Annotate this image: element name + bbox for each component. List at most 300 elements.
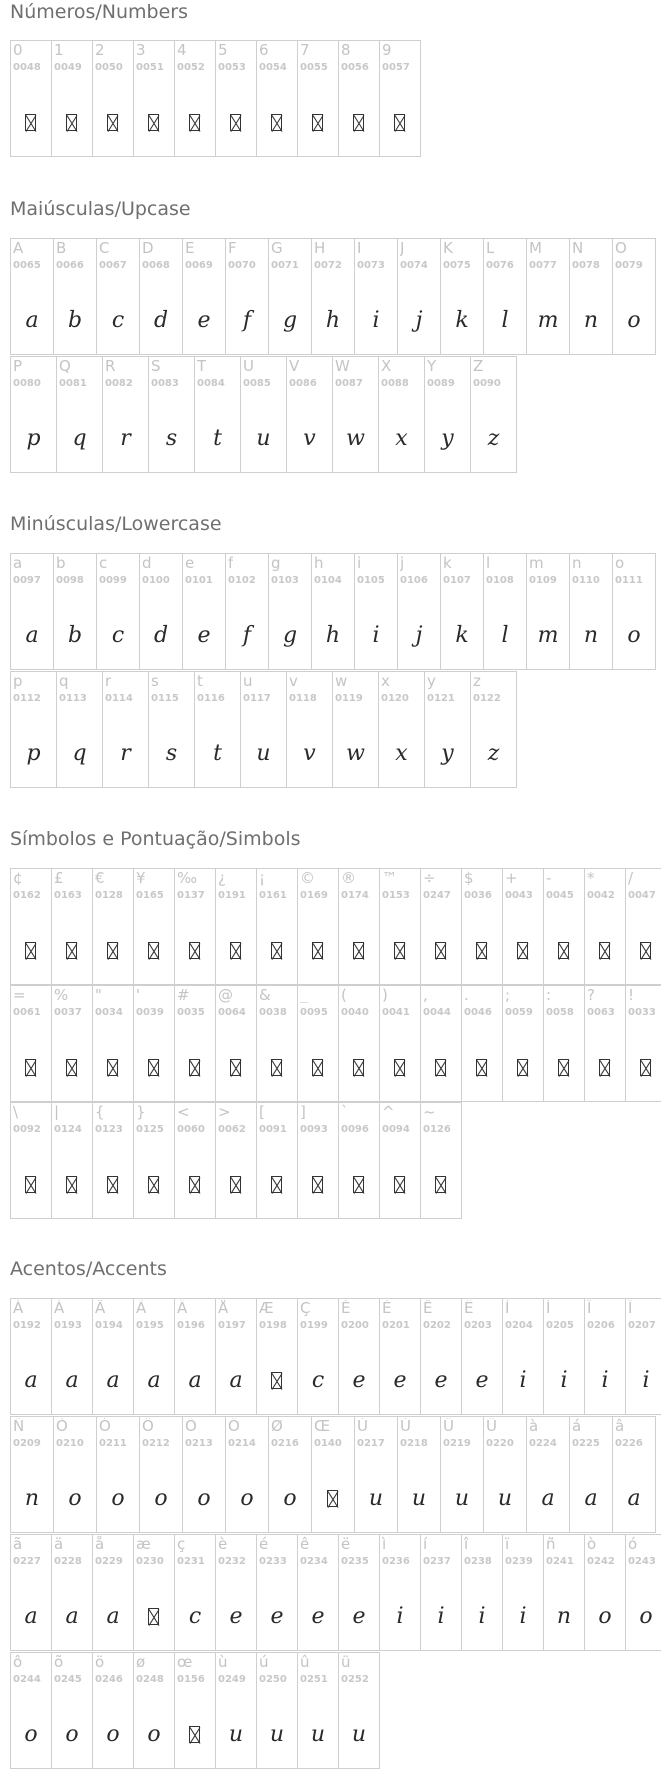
glyph-preview: i (560, 1368, 568, 1393)
glyph-character-label: Ò (56, 1418, 68, 1434)
glyph-code-label: 0055 (300, 62, 328, 73)
glyph-cell[interactable] (10, 1102, 52, 1219)
glyph-code-label: 0121 (427, 693, 455, 704)
glyph-cell[interactable] (502, 1298, 544, 1415)
glyph-cell[interactable] (612, 1416, 656, 1533)
glyph-cell[interactable] (483, 1416, 527, 1533)
glyph-cell[interactable] (174, 1298, 216, 1415)
glyph-character-label: D (142, 240, 154, 256)
glyph-cell[interactable] (543, 1534, 585, 1651)
glyph-code-label: 0251 (300, 1674, 328, 1685)
glyph-cell[interactable] (338, 1652, 380, 1769)
glyph-code-label: 0040 (341, 1007, 369, 1018)
glyph-cell[interactable] (584, 868, 626, 985)
glyph-cell[interactable] (424, 356, 471, 473)
glyph-character-label: Ú (400, 1418, 411, 1434)
glyph-cell[interactable] (182, 553, 226, 670)
glyph-cell[interactable] (10, 1416, 54, 1533)
glyph-cell[interactable] (625, 1298, 661, 1415)
glyph-character-label: O (615, 240, 627, 256)
section-title-upcase: Maiúsculas/Upcase (10, 198, 191, 220)
glyph-cell[interactable] (96, 238, 140, 355)
missing-glyph-icon (189, 1726, 200, 1743)
glyph-cell[interactable] (526, 1416, 570, 1533)
glyph-cell[interactable] (240, 356, 287, 473)
glyph-code-label: 0060 (177, 1124, 205, 1135)
missing-glyph-icon (271, 1372, 282, 1389)
glyph-code-label: 0064 (218, 1007, 246, 1018)
glyph-cell[interactable] (215, 868, 257, 985)
glyph-cell[interactable] (311, 553, 355, 670)
glyph-preview: o (154, 1486, 168, 1511)
glyph-cell[interactable] (379, 1534, 421, 1651)
glyph-character-label: 5 (218, 42, 228, 58)
glyph-code-label: 0197 (218, 1320, 246, 1331)
glyph-cell[interactable] (440, 553, 484, 670)
glyph-cell[interactable] (286, 356, 333, 473)
glyph-cell[interactable] (332, 671, 379, 788)
glyph-cell[interactable] (379, 40, 421, 157)
glyph-code-label: 0199 (300, 1320, 328, 1331)
glyph-code-label: 0210 (56, 1438, 84, 1449)
glyph-code-label: 0089 (427, 378, 455, 389)
glyph-cell[interactable] (174, 40, 216, 157)
glyph-preview: u (411, 1486, 427, 1511)
glyph-character-label: Œ (314, 1418, 331, 1434)
glyph-preview: f (242, 308, 252, 333)
glyph-code-label: 0238 (464, 1556, 492, 1567)
glyph-preview: i (372, 623, 380, 648)
glyph-preview: b (67, 308, 83, 333)
glyph-cell[interactable] (256, 1102, 298, 1219)
missing-glyph-icon (640, 942, 651, 959)
missing-glyph-icon (312, 942, 323, 959)
glyph-cell[interactable] (51, 1652, 93, 1769)
glyph-cell[interactable] (584, 1534, 626, 1651)
glyph-code-label: 0076 (486, 260, 514, 271)
glyph-cell[interactable] (51, 868, 93, 985)
glyph-cell[interactable] (297, 1652, 339, 1769)
glyph-cell[interactable] (56, 356, 103, 473)
missing-glyph-icon (435, 1059, 446, 1076)
glyph-cell[interactable] (92, 868, 134, 985)
glyph-cell[interactable] (148, 356, 195, 473)
glyph-cell[interactable] (53, 1416, 97, 1533)
glyph-code-label: 0249 (218, 1674, 246, 1685)
glyph-cell[interactable] (379, 1102, 421, 1219)
glyph-code-label: 0227 (13, 1556, 41, 1567)
glyph-cell[interactable] (10, 238, 54, 355)
glyph-cell[interactable] (297, 1534, 339, 1651)
glyph-code-label: 0043 (505, 890, 533, 901)
missing-glyph-icon (189, 114, 200, 131)
glyph-preview: e (393, 1368, 407, 1393)
glyph-cell[interactable] (569, 238, 613, 355)
glyph-cell[interactable] (194, 671, 241, 788)
glyph-character-label: E (185, 240, 195, 256)
glyph-cell[interactable] (215, 1652, 257, 1769)
glyph-cell[interactable] (102, 671, 149, 788)
glyph-code-label: 0247 (423, 890, 451, 901)
glyph-character-label: : (546, 987, 552, 1003)
glyph-code-label: 0250 (259, 1674, 287, 1685)
glyph-code-label: 0207 (628, 1320, 656, 1331)
glyph-cell[interactable] (139, 238, 183, 355)
glyph-cell[interactable] (338, 1102, 380, 1219)
glyph-code-label: 0216 (271, 1438, 299, 1449)
glyph-cell[interactable] (10, 671, 57, 788)
glyph-cell[interactable] (10, 553, 54, 670)
glyph-cell[interactable] (215, 1298, 257, 1415)
glyph-cell[interactable] (148, 671, 195, 788)
glyph-cell[interactable] (102, 356, 149, 473)
glyph-cell[interactable] (51, 1102, 93, 1219)
glyph-cell[interactable] (338, 868, 380, 985)
glyph-code-label: 0112 (13, 693, 41, 704)
glyph-preview: o (111, 1486, 125, 1511)
glyph-cell[interactable] (182, 238, 226, 355)
glyph-code-label: 0067 (99, 260, 127, 271)
glyph-preview: v (303, 426, 316, 451)
glyph-character-label: Ó (99, 1418, 111, 1434)
glyph-cell[interactable] (10, 868, 52, 985)
glyph-cell[interactable] (461, 985, 503, 1102)
glyph-character-label: * (587, 870, 595, 886)
glyph-cell[interactable] (268, 238, 312, 355)
glyph-cell[interactable] (378, 671, 425, 788)
glyph-character-label: ì (382, 1536, 387, 1552)
glyph-code-label: 0110 (572, 575, 600, 586)
glyph-preview: g (282, 623, 298, 648)
glyph-cell[interactable] (256, 1534, 298, 1651)
glyph-character-label: Å (218, 1300, 229, 1316)
glyph-cell[interactable] (420, 1534, 462, 1651)
glyph-cell[interactable] (53, 553, 97, 670)
glyph-code-label: 0084 (197, 378, 225, 389)
glyph-cell[interactable] (133, 985, 175, 1102)
glyph-code-label: 0113 (59, 693, 87, 704)
glyph-cell[interactable] (543, 1298, 585, 1415)
glyph-code-label: 0204 (505, 1320, 533, 1331)
glyph-character-label: ö (95, 1654, 105, 1670)
glyph-code-label: 0070 (228, 260, 256, 271)
glyph-cell[interactable] (612, 553, 656, 670)
glyph-cell[interactable] (461, 1298, 503, 1415)
glyph-cell[interactable] (10, 1534, 52, 1651)
glyph-code-label: 0033 (628, 1007, 656, 1018)
glyph-cell[interactable] (174, 1652, 216, 1769)
glyph-cell[interactable] (51, 40, 93, 157)
glyph-cell[interactable] (470, 671, 517, 788)
glyph-code-label: 0044 (423, 1007, 451, 1018)
glyph-cell[interactable] (354, 238, 398, 355)
glyph-cell[interactable] (174, 868, 216, 985)
glyph-cell[interactable] (10, 1652, 52, 1769)
glyph-cell[interactable] (133, 1652, 175, 1769)
glyph-character-label: æ (136, 1536, 151, 1552)
glyph-cell[interactable] (10, 985, 52, 1102)
glyph-code-label: 0095 (300, 1007, 328, 1018)
glyph-cell[interactable] (354, 553, 398, 670)
glyph-cell[interactable] (92, 985, 134, 1102)
glyph-preview: a (106, 1604, 120, 1629)
glyph-cell[interactable] (625, 1534, 661, 1651)
glyph-cell[interactable] (440, 238, 484, 355)
missing-glyph-icon (148, 1608, 159, 1625)
glyph-character-label: Ü (486, 1418, 497, 1434)
glyph-cell[interactable] (10, 1298, 52, 1415)
glyph-code-label: 0219 (443, 1438, 471, 1449)
glyph-cell[interactable] (483, 238, 527, 355)
glyph-cell[interactable] (51, 985, 93, 1102)
glyph-code-label: 0118 (289, 693, 317, 704)
glyph-code-label: 0046 (464, 1007, 492, 1018)
glyph-code-label: 0078 (572, 260, 600, 271)
glyph-row-numbers (10, 40, 421, 157)
glyph-cell[interactable] (297, 40, 339, 157)
glyph-cell[interactable] (332, 356, 379, 473)
glyph-preview: j (415, 308, 423, 333)
glyph-character-label: ] (300, 1104, 306, 1120)
glyph-cell[interactable] (502, 868, 544, 985)
glyph-preview: i (519, 1368, 527, 1393)
glyph-cell[interactable] (424, 671, 471, 788)
glyph-cell[interactable] (625, 985, 661, 1102)
glyph-character-label: Ï (628, 1300, 633, 1316)
glyph-cell[interactable] (584, 1298, 626, 1415)
glyph-cell[interactable] (256, 1652, 298, 1769)
glyph-cell[interactable] (268, 553, 312, 670)
glyph-cell[interactable] (311, 238, 355, 355)
glyph-cell[interactable] (625, 868, 661, 985)
glyph-cell[interactable] (133, 1534, 175, 1651)
glyph-preview: a (25, 308, 39, 333)
glyph-cell[interactable] (256, 1298, 298, 1415)
glyph-cell[interactable] (461, 868, 503, 985)
glyph-cell[interactable] (256, 985, 298, 1102)
glyph-cell[interactable] (378, 356, 425, 473)
glyph-code-label: 0041 (382, 1007, 410, 1018)
glyph-cell[interactable] (215, 1534, 257, 1651)
glyph-preview: i (372, 308, 380, 333)
glyph-code-label: 0063 (587, 1007, 615, 1018)
glyph-cell[interactable] (297, 985, 339, 1102)
glyph-cell[interactable] (133, 1102, 175, 1219)
glyph-preview: u (310, 1722, 326, 1747)
glyph-preview: c (111, 623, 125, 648)
glyph-cell[interactable] (502, 1534, 544, 1651)
missing-glyph-icon (353, 114, 364, 131)
glyph-character-label: p (13, 673, 23, 689)
glyph-cell[interactable] (194, 356, 241, 473)
glyph-character-label: w (335, 673, 348, 689)
glyph-code-label: 0094 (382, 1124, 410, 1135)
glyph-character-label: c (99, 555, 108, 571)
glyph-preview: o (65, 1722, 79, 1747)
glyph-preview: p (26, 741, 41, 766)
glyph-character-label: ÷ (423, 870, 436, 886)
glyph-cell[interactable] (51, 1534, 93, 1651)
glyph-character-label: ` (341, 1104, 349, 1120)
glyph-cell[interactable] (174, 1534, 216, 1651)
glyph-cell[interactable] (256, 40, 298, 157)
glyph-code-label: 0230 (136, 1556, 164, 1567)
glyph-cell[interactable] (96, 553, 140, 670)
glyph-cell[interactable] (461, 1534, 503, 1651)
glyph-cell[interactable] (286, 671, 333, 788)
glyph-cell[interactable] (225, 1416, 269, 1533)
glyph-cell[interactable] (470, 356, 517, 473)
glyph-code-label: 0098 (56, 575, 84, 586)
glyph-character-label: ó (628, 1536, 638, 1552)
glyph-cell[interactable] (297, 868, 339, 985)
glyph-preview: u (269, 1722, 285, 1747)
glyph-cell[interactable] (297, 1298, 339, 1415)
glyph-code-label: 0245 (54, 1674, 82, 1685)
glyph-cell[interactable] (354, 1416, 398, 1533)
glyph-cell[interactable] (440, 1416, 484, 1533)
glyph-cell[interactable] (225, 553, 269, 670)
glyph-character-label: û (300, 1654, 310, 1670)
glyph-character-label: [ (259, 1104, 265, 1120)
glyph-code-label: 0202 (423, 1320, 451, 1331)
glyph-code-label: 0085 (243, 378, 271, 389)
glyph-character-label: v (289, 673, 298, 689)
glyph-preview: u (454, 1486, 470, 1511)
glyph-cell[interactable] (96, 1416, 140, 1533)
glyph-cell[interactable] (483, 553, 527, 670)
glyph-row-lowercase (10, 553, 656, 670)
glyph-cell[interactable] (92, 1298, 134, 1415)
glyph-cell[interactable] (338, 40, 380, 157)
glyph-cell[interactable] (420, 1298, 462, 1415)
glyph-cell[interactable] (92, 1102, 134, 1219)
glyph-character-label: Õ (185, 1418, 197, 1434)
glyph-cell[interactable] (420, 1102, 462, 1219)
glyph-cell[interactable] (268, 1416, 312, 1533)
glyph-cell[interactable] (53, 238, 97, 355)
glyph-character-label: % (54, 987, 69, 1003)
glyph-character-label: Ä (177, 1300, 188, 1316)
glyph-code-label: 0156 (177, 1674, 205, 1685)
glyph-cell[interactable] (338, 1534, 380, 1651)
glyph-cell[interactable] (338, 985, 380, 1102)
glyph-preview: o (68, 1486, 82, 1511)
missing-glyph-icon (271, 1176, 282, 1193)
glyph-character-label: r (105, 673, 112, 689)
glyph-preview: u (351, 1722, 367, 1747)
glyph-cell[interactable] (526, 238, 570, 355)
glyph-cell[interactable] (182, 1416, 226, 1533)
glyph-cell[interactable] (612, 238, 656, 355)
glyph-cell[interactable] (584, 985, 626, 1102)
glyph-preview: t (213, 426, 222, 451)
glyph-character-label: e (185, 555, 195, 571)
glyph-character-label: Á (54, 1300, 65, 1316)
glyph-character-label: á (572, 1418, 582, 1434)
glyph-code-label: 0042 (587, 890, 615, 901)
glyph-preview: i (437, 1604, 445, 1629)
glyph-code-label: 0193 (54, 1320, 82, 1331)
glyph-preview: s (165, 426, 178, 451)
glyph-code-label: 0072 (314, 260, 342, 271)
glyph-cell[interactable] (379, 868, 421, 985)
glyph-cell[interactable] (133, 1298, 175, 1415)
glyph-cell[interactable] (543, 868, 585, 985)
glyph-cell[interactable] (502, 985, 544, 1102)
glyph-cell[interactable] (526, 553, 570, 670)
glyph-character-label: ^ (382, 1104, 395, 1120)
glyph-cell[interactable] (420, 868, 462, 985)
glyph-preview: l (501, 308, 509, 333)
glyph-code-label: 0083 (151, 378, 179, 389)
glyph-cell[interactable] (215, 985, 257, 1102)
glyph-row-accents (10, 1652, 380, 1769)
missing-glyph-icon (148, 1176, 159, 1193)
glyph-cell[interactable] (338, 1298, 380, 1415)
glyph-character-label: m (529, 555, 544, 571)
glyph-cell[interactable] (569, 553, 613, 670)
glyph-cell[interactable] (311, 1416, 355, 1533)
missing-glyph-icon (476, 942, 487, 959)
glyph-cell[interactable] (139, 1416, 183, 1533)
glyph-code-label: 0114 (105, 693, 133, 704)
glyph-cell[interactable] (397, 1416, 441, 1533)
glyph-code-label: 0066 (56, 260, 84, 271)
glyph-cell[interactable] (92, 1534, 134, 1651)
glyph-code-label: 0243 (628, 1556, 656, 1567)
glyph-cell[interactable] (543, 985, 585, 1102)
glyph-cell[interactable] (240, 671, 287, 788)
glyph-cell[interactable] (397, 238, 441, 355)
glyph-character-label: ¡ (259, 870, 266, 886)
glyph-cell[interactable] (56, 671, 103, 788)
glyph-code-label: 0104 (314, 575, 342, 586)
glyph-character-label: j (400, 555, 405, 571)
glyph-cell[interactable] (174, 985, 216, 1102)
glyph-cell[interactable] (256, 868, 298, 985)
glyph-cell[interactable] (297, 1102, 339, 1219)
glyph-cell[interactable] (92, 1652, 134, 1769)
glyph-character-label: H (314, 240, 326, 256)
glyph-character-label: R (105, 358, 116, 374)
glyph-code-label: 0218 (400, 1438, 428, 1449)
glyph-cell[interactable] (10, 40, 52, 157)
glyph-cell[interactable] (133, 40, 175, 157)
glyph-code-label: 0244 (13, 1674, 41, 1685)
glyph-cell[interactable] (420, 985, 462, 1102)
glyph-cell[interactable] (215, 1102, 257, 1219)
glyph-cell[interactable] (569, 1416, 613, 1533)
glyph-cell[interactable] (397, 553, 441, 670)
glyph-cell[interactable] (133, 868, 175, 985)
glyph-preview: o (24, 1722, 38, 1747)
glyph-cell[interactable] (379, 985, 421, 1102)
glyph-cell[interactable] (379, 1298, 421, 1415)
glyph-code-label: 0234 (300, 1556, 328, 1567)
glyph-cell[interactable] (215, 40, 257, 157)
glyph-cell[interactable] (10, 356, 57, 473)
glyph-cell[interactable] (174, 1102, 216, 1219)
glyph-code-label: 0117 (243, 693, 271, 704)
glyph-code-label: 0119 (335, 693, 363, 704)
glyph-cell[interactable] (92, 40, 134, 157)
glyph-code-label: 0082 (105, 378, 133, 389)
glyph-cell[interactable] (51, 1298, 93, 1415)
glyph-cell[interactable] (225, 238, 269, 355)
glyph-cell[interactable] (139, 553, 183, 670)
glyph-character-label: L (486, 240, 495, 256)
